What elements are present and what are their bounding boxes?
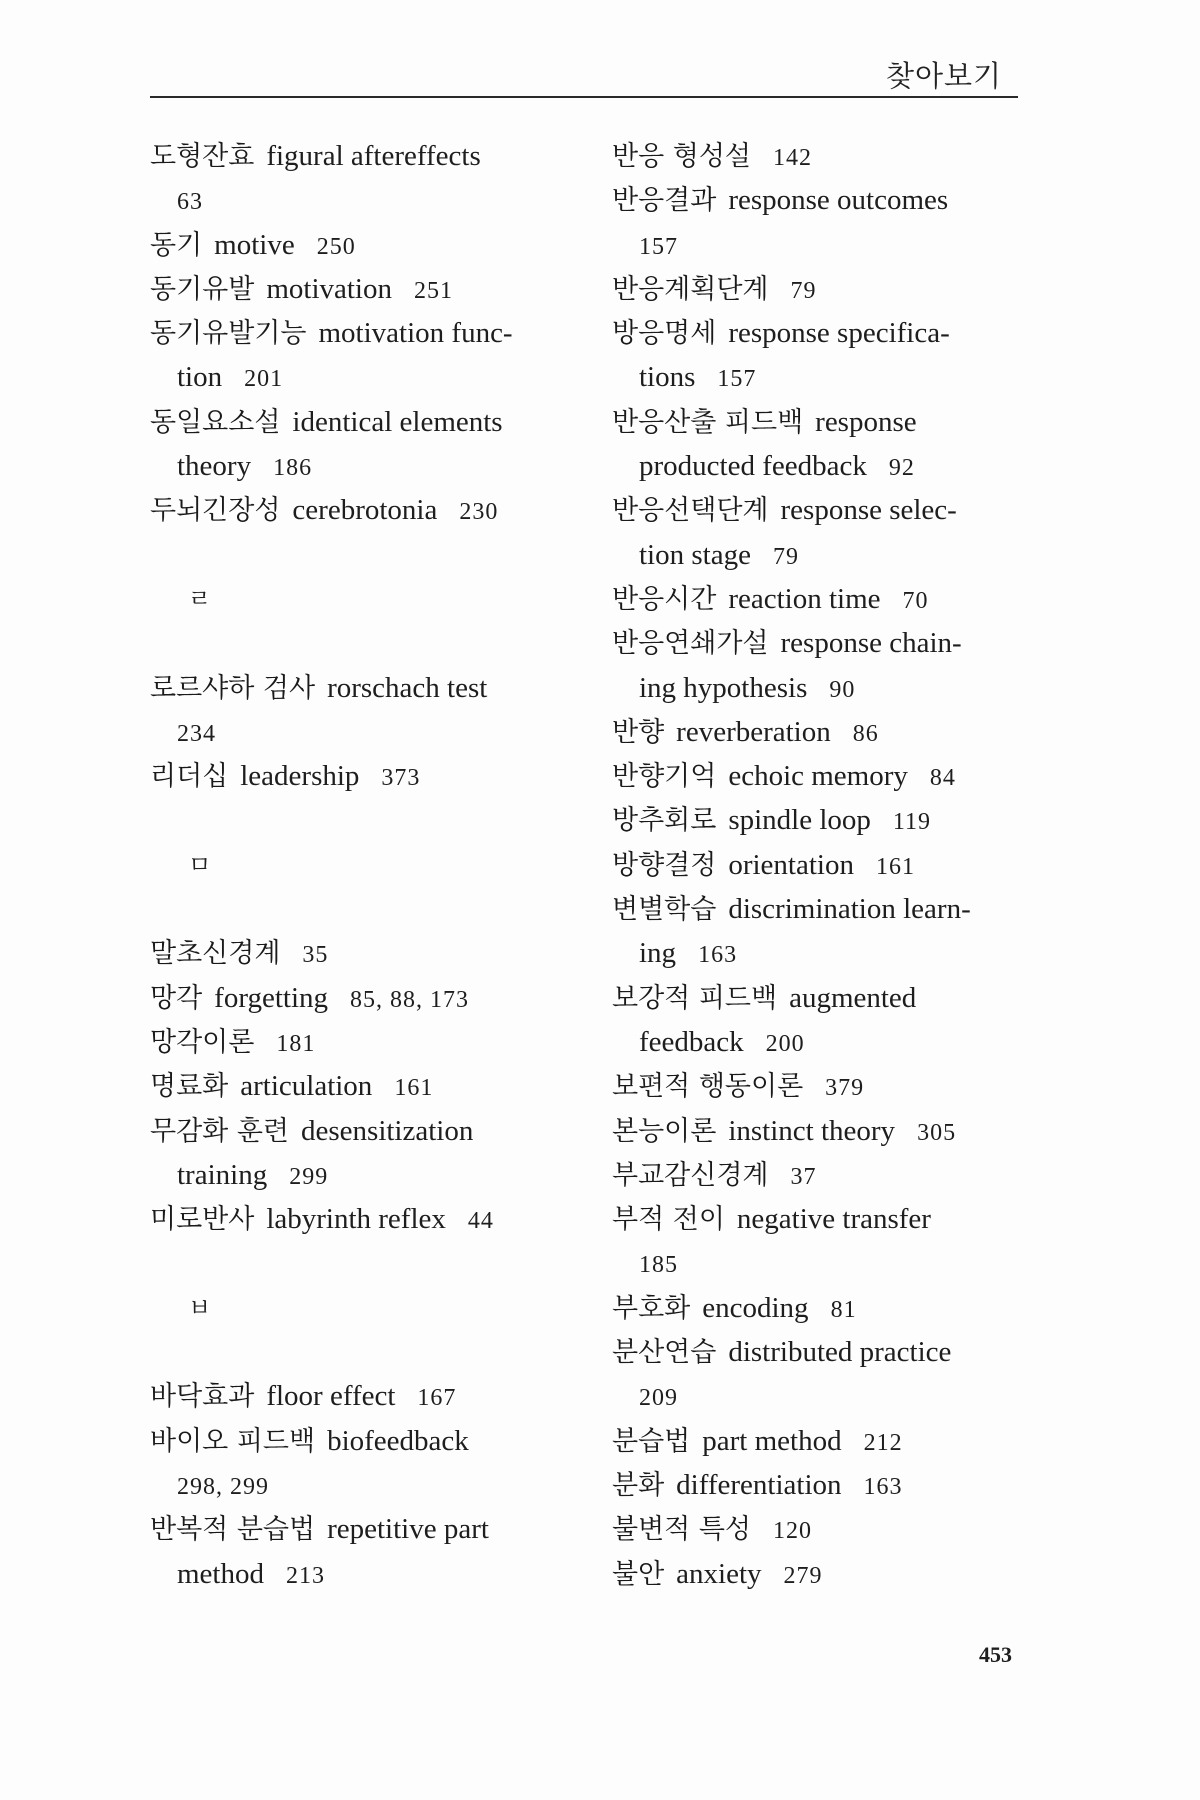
entry-english-term: biofeedback <box>327 1424 469 1457</box>
entry-page-refs: 209 <box>639 1385 678 1412</box>
entry-page-refs: 186 <box>273 455 313 482</box>
entry-korean-term: 말초신경계 <box>150 938 281 970</box>
entry-page-refs: 92 <box>888 455 915 482</box>
entry-korean-term: 반응선택단계 <box>612 495 769 527</box>
entry-english-term: ing <box>639 937 677 970</box>
entry-korean-term: 반복적 분습법 <box>150 1514 316 1546</box>
entry-english-term: tion <box>177 361 223 394</box>
entry-page-refs: 250 <box>316 233 356 260</box>
index-entry <box>612 1552 1032 1596</box>
entry-korean-term: 반응 형성설 <box>612 141 751 172</box>
entry-english-term: reverberation <box>676 715 831 748</box>
entry-english-term: instinct theory <box>728 1114 896 1147</box>
index-entry <box>612 1419 1032 1463</box>
entry-english-term: ing hypothesis <box>639 671 808 704</box>
entry-page-refs: 79 <box>772 543 799 570</box>
entry-page-refs: 373 <box>381 765 421 792</box>
entry-english-term: negative transfer <box>736 1203 931 1236</box>
entry-korean-term: 무감화 훈련 <box>150 1115 289 1147</box>
entry-korean-term: 바닥효과 <box>150 1381 255 1413</box>
entry-page-refs: 200 <box>765 1030 805 1057</box>
entry-korean-term: 분습법 <box>612 1425 691 1457</box>
entry-korean-term: 부적 전이 <box>612 1204 725 1236</box>
entry-english-term: distributed practice <box>728 1336 952 1369</box>
index-entry-continuation <box>612 444 1032 488</box>
entry-english-term: articulation <box>240 1070 373 1103</box>
entry-korean-term: 동기유발 <box>150 273 255 305</box>
entry-english-term: producted feedback <box>639 450 867 483</box>
entry-page-refs: 161 <box>394 1075 434 1102</box>
entry-page-refs: 161 <box>875 853 915 880</box>
index-entry <box>150 267 570 311</box>
index-entry <box>612 798 1032 842</box>
entry-english-term: tion stage <box>639 538 751 571</box>
entry-korean-term: 반향 <box>612 716 665 748</box>
entry-korean-term: 부호화 <box>612 1292 691 1324</box>
entry-page-refs: 298, 299 <box>177 1473 269 1500</box>
entry-page-refs: 234 <box>177 720 216 747</box>
entry-page-refs: 167 <box>417 1385 457 1412</box>
entry-english-term: feedback <box>639 1025 744 1058</box>
index-entry <box>150 134 570 178</box>
section-spacer <box>150 1330 570 1374</box>
section-letter: ㄹ <box>188 584 212 613</box>
entry-english-term: orientation <box>728 848 854 881</box>
index-entry <box>612 1507 1032 1551</box>
entry-english-term: encoding <box>702 1291 809 1324</box>
entry-korean-term: 반응산출 피드백 <box>612 406 804 438</box>
entry-english-term: echoic memory <box>728 760 908 793</box>
entry-korean-term: 불안 <box>612 1558 665 1590</box>
entry-page-refs: 119 <box>892 809 932 836</box>
index-entry <box>150 311 570 355</box>
entry-english-term: tions <box>639 361 696 394</box>
entry-english-term: identical elements <box>292 405 503 438</box>
section-spacer <box>150 887 570 931</box>
entry-page-refs: 142 <box>773 145 812 171</box>
entry-korean-term: 바이오 피드백 <box>150 1425 316 1457</box>
entry-english-term: discrimination learn- <box>728 893 971 926</box>
index-column-right <box>612 134 1032 1596</box>
index-entry <box>612 267 1032 311</box>
entry-korean-term: 반응결과 <box>612 185 717 217</box>
entry-english-term: part method <box>702 1424 842 1457</box>
entry-english-term: response specifica- <box>728 317 950 350</box>
section-spacer <box>150 621 570 665</box>
index-entry-continuation <box>150 1552 570 1596</box>
section-spacer <box>150 1241 570 1285</box>
entry-korean-term: 리더십 <box>150 761 229 793</box>
entry-page-refs: 157 <box>639 233 678 260</box>
index-entry <box>150 754 570 798</box>
index-entry <box>612 843 1032 887</box>
entry-korean-term: 반응시간 <box>612 583 717 615</box>
index-entry-continuation <box>612 931 1032 975</box>
index-entry <box>612 1064 1032 1108</box>
entry-page-refs: 212 <box>863 1429 903 1456</box>
entry-korean-term: 분화 <box>612 1469 665 1501</box>
entry-page-refs: 305 <box>917 1119 957 1146</box>
entry-english-term: floor effect <box>266 1380 396 1413</box>
entry-english-term: response chain- <box>780 627 962 660</box>
entry-korean-term: 로르샤하 검사 <box>150 672 316 704</box>
index-entry <box>612 311 1032 355</box>
index-entry-continuation <box>612 1374 1032 1418</box>
entry-english-term: motivation <box>266 272 392 305</box>
entry-page-refs: 279 <box>783 1562 823 1589</box>
entry-english-term: spindle loop <box>728 804 871 837</box>
index-entry <box>150 1507 570 1551</box>
index-entry <box>612 400 1032 444</box>
entry-english-term: labyrinth reflex <box>266 1203 446 1236</box>
entry-english-term: desensitization <box>301 1114 474 1147</box>
entry-page-refs: 230 <box>459 499 499 526</box>
index-entry-continuation <box>150 1463 570 1507</box>
index-entry <box>612 754 1032 798</box>
entry-page-refs: 181 <box>276 1030 316 1057</box>
entry-korean-term: 본능이론 <box>612 1115 717 1147</box>
index-entry-continuation <box>612 1020 1032 1064</box>
entry-english-term: motive <box>214 228 295 261</box>
entry-english-term: motivation func- <box>318 317 513 350</box>
entry-english-term: response selec- <box>780 494 957 527</box>
entry-korean-term: 보편적 행동이론 <box>612 1071 804 1103</box>
index-entry <box>150 1064 570 1108</box>
entry-page-refs: 251 <box>414 277 453 304</box>
index-entry <box>612 1463 1032 1507</box>
entry-english-term: rorschach test <box>327 671 488 704</box>
index-entry <box>612 134 1032 178</box>
entry-page-refs: 84 <box>929 765 956 792</box>
entry-korean-term: 방향결정 <box>612 849 717 881</box>
entry-english-term: differentiation <box>676 1468 842 1501</box>
index-entry-continuation <box>612 1241 1032 1285</box>
index-entry <box>612 178 1032 222</box>
entry-page-refs: 299 <box>289 1163 329 1190</box>
entry-page-refs: 213 <box>286 1562 325 1589</box>
index-entry-continuation <box>150 355 570 399</box>
index-entry <box>150 1197 570 1241</box>
entry-english-term: cerebrotonia <box>292 494 438 527</box>
entry-korean-term: 망각이론 <box>150 1026 255 1058</box>
entry-korean-term: 반응계획단계 <box>612 273 769 305</box>
index-entry <box>150 400 570 444</box>
entry-page-refs: 35 <box>302 942 329 969</box>
entry-page-refs: 37 <box>790 1163 817 1190</box>
index-entry <box>150 1109 570 1153</box>
entry-page-refs: 90 <box>829 676 856 703</box>
entry-english-term: theory <box>177 450 252 483</box>
entry-korean-term: 변별학습 <box>612 894 717 926</box>
entry-korean-term: 방추회로 <box>612 805 717 837</box>
entry-page-refs: 201 <box>244 366 284 393</box>
entry-page-refs: 81 <box>830 1296 857 1323</box>
entry-english-term: leadership <box>240 760 360 793</box>
entry-korean-term: 미로반사 <box>150 1204 255 1236</box>
entry-english-term: augmented <box>789 981 917 1014</box>
entry-korean-term: 방응명세 <box>612 318 717 350</box>
entry-korean-term: 반향기억 <box>612 761 717 793</box>
index-entry <box>150 666 570 710</box>
index-entry <box>612 976 1032 1020</box>
index-entry <box>150 931 570 975</box>
entry-english-term: figural aftereffects <box>266 140 481 172</box>
entry-page-refs: 120 <box>773 1518 812 1545</box>
entry-korean-term: 보강적 피드백 <box>612 982 778 1014</box>
entry-english-term: response <box>815 405 917 438</box>
index-entry <box>150 1419 570 1463</box>
index-entry-continuation <box>612 666 1032 710</box>
index-entry <box>612 488 1032 532</box>
entry-page-refs: 157 <box>717 366 757 393</box>
entry-korean-term: 도형잔효 <box>150 141 255 172</box>
entry-english-term: repetitive part <box>327 1513 489 1546</box>
section-spacer <box>150 798 570 842</box>
index-entry-continuation <box>150 710 570 754</box>
entry-korean-term: 반응연쇄가설 <box>612 628 769 660</box>
index-entry-continuation <box>150 178 570 222</box>
index-entry <box>612 1330 1032 1374</box>
section-letter: ㅁ <box>188 850 212 879</box>
entry-korean-term: 분산연습 <box>612 1337 717 1369</box>
index-entry <box>612 577 1032 621</box>
entry-korean-term: 망각 <box>150 982 203 1014</box>
entry-page-refs: 163 <box>863 1473 903 1500</box>
entry-page-refs: 44 <box>467 1208 494 1235</box>
index-entry <box>150 976 570 1020</box>
index-entry-continuation <box>150 1153 570 1197</box>
section-letter: ㅂ <box>188 1293 212 1322</box>
entry-english-term: training <box>177 1158 268 1191</box>
index-entry <box>612 621 1032 665</box>
entry-english-term: anxiety <box>676 1557 762 1590</box>
index-entry <box>150 223 570 267</box>
index-entry <box>612 1197 1032 1241</box>
entry-page-refs: 85, 88, 173 <box>350 986 470 1013</box>
entry-korean-term: 부교감신경계 <box>612 1159 769 1191</box>
index-entry <box>612 710 1032 754</box>
entry-page-refs: 70 <box>902 587 929 614</box>
index-entry <box>150 1020 570 1064</box>
index-entry-continuation <box>612 355 1032 399</box>
index-column-left <box>150 134 570 1596</box>
entry-korean-term: 명료화 <box>150 1071 229 1103</box>
entry-korean-term: 불변적 특성 <box>612 1514 751 1546</box>
page-number: 453 <box>979 1642 1012 1667</box>
entry-korean-term: 두뇌긴장성 <box>150 495 281 527</box>
entry-english-term: method <box>177 1557 264 1590</box>
index-entry-continuation <box>150 444 570 488</box>
entry-page-refs: 163 <box>698 942 738 969</box>
index-entry <box>612 1153 1032 1197</box>
index-entry <box>612 1109 1032 1153</box>
index-entry-continuation <box>612 223 1032 267</box>
entry-page-refs: 379 <box>825 1075 865 1102</box>
index-entry <box>150 488 570 532</box>
entry-english-term: response outcomes <box>728 184 949 217</box>
entry-korean-term: 동일요소설 <box>150 406 281 438</box>
header-rule <box>150 96 1018 98</box>
entry-korean-term: 동기유발기능 <box>150 318 307 350</box>
index-entry <box>612 1286 1032 1330</box>
section-spacer <box>150 533 570 577</box>
entry-korean-term: 동기 <box>150 229 203 261</box>
entry-page-refs: 79 <box>790 277 817 304</box>
entry-page-refs: 185 <box>639 1252 678 1279</box>
entry-english-term: reaction time <box>728 582 881 615</box>
entry-english-term: forgetting <box>214 981 329 1014</box>
running-head: 찾아보기 <box>885 59 1002 93</box>
index-entry-continuation <box>612 533 1032 577</box>
index-entry <box>612 887 1032 931</box>
index-entry <box>150 1374 570 1418</box>
entry-page-refs: 63 <box>177 189 203 216</box>
entry-page-refs: 86 <box>852 720 879 747</box>
